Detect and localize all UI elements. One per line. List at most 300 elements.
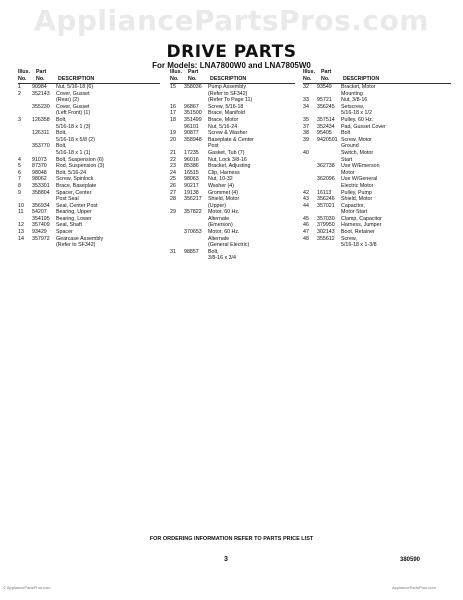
- part-description: Motor, 60 Hz.: [208, 229, 240, 236]
- part-number: 95405: [317, 130, 332, 137]
- illustration-number: 48: [303, 235, 309, 242]
- part-row: [18, 183, 160, 190]
- illustration-number: [18, 137, 32, 144]
- part-row: [303, 196, 451, 203]
- part-number: 351500: [184, 110, 202, 117]
- part-row: [303, 236, 451, 243]
- part-number: 353770: [32, 143, 50, 150]
- part-row: [18, 176, 160, 183]
- part-description: Screw, 5/16-18: [208, 103, 244, 110]
- part-number: 358948: [184, 136, 202, 143]
- part-row: [303, 222, 451, 229]
- part-number: [317, 157, 341, 164]
- description-header: DESCRIPTION: [210, 76, 247, 82]
- part-row: [303, 91, 451, 98]
- part-row: [170, 91, 295, 98]
- ill-no-header-line1: Illus.: [303, 69, 316, 75]
- illustration-number: 23: [170, 163, 176, 170]
- part-row: [303, 124, 451, 131]
- part-no-header-line1: Part: [321, 69, 332, 75]
- part-number: [184, 97, 208, 104]
- part-description: Gasket, Tub (7): [208, 149, 245, 156]
- illustration-number: [18, 110, 32, 117]
- illustration-number: 27: [170, 189, 176, 196]
- illustration-number: 21: [170, 149, 176, 156]
- part-number: 96016: [184, 156, 199, 163]
- part-number: 91073: [32, 156, 47, 163]
- illustration-number: [303, 91, 317, 98]
- part-description: Nut, 10-32: [208, 176, 233, 183]
- illustration-number: 24: [170, 169, 176, 176]
- part-description: 5/16-18 x 1-3/8: [341, 242, 377, 249]
- part-number: 302143: [317, 229, 335, 236]
- illustration-number: [170, 229, 184, 236]
- part-no-header-line2: No.: [36, 76, 45, 82]
- part-row: [18, 97, 160, 104]
- illustration-number: 19: [170, 130, 176, 137]
- illustration-number: 5: [18, 163, 21, 170]
- illustration-number: 14: [18, 235, 24, 242]
- illustration-number: 10: [18, 202, 24, 209]
- part-number: [184, 91, 208, 98]
- illustration-number: [18, 143, 32, 150]
- page-subtitle: For Models: LNA7800W0 and LNA7805W0: [152, 61, 311, 70]
- ill-no-header-line2: No.: [303, 76, 312, 82]
- part-description: (Emerson): [208, 222, 233, 229]
- part-row: [170, 203, 295, 210]
- part-number: 356246: [317, 196, 335, 203]
- part-description: (Refer to SF342): [208, 90, 248, 97]
- ill-no-header-line2: No.: [18, 76, 27, 82]
- part-row: [18, 203, 160, 210]
- part-description: (General Electric): [208, 242, 250, 249]
- part-number: [184, 203, 208, 210]
- illustration-number: 25: [170, 176, 176, 183]
- part-description: (Refer to SF342): [56, 242, 96, 249]
- illustration-number: [18, 150, 32, 157]
- illustration-number: 22: [170, 156, 176, 163]
- part-row: [303, 157, 451, 164]
- part-description: Bolt, Suspension (6): [56, 156, 104, 163]
- watermark: AppliancePartsPros.com: [34, 4, 429, 37]
- part-description: Pad, Gusset Cover: [341, 123, 386, 130]
- part-row: [303, 117, 451, 124]
- illustration-number: 15: [170, 84, 176, 90]
- illustration-number: [170, 216, 184, 223]
- part-row: [170, 157, 295, 164]
- part-number: 352434: [317, 123, 335, 130]
- illustration-number: [170, 255, 184, 262]
- part-description: Nut, 3/8-16: [341, 97, 368, 104]
- parts-list: [303, 84, 451, 249]
- part-description: Boot, Retainer: [341, 229, 375, 236]
- part-row: [170, 104, 295, 111]
- part-number: 16113: [317, 189, 332, 196]
- part-number: [32, 196, 56, 203]
- part-description: Bracket, Motor: [341, 84, 376, 90]
- part-description: Pulley, Pump: [341, 189, 372, 196]
- parts-column-3: [303, 69, 451, 249]
- part-number: 355230: [32, 103, 50, 110]
- page-number: 3: [224, 556, 228, 563]
- part-number: 353301: [32, 182, 50, 189]
- illustration-number: 46: [303, 222, 309, 229]
- part-number: [317, 150, 341, 157]
- part-number: 96867: [184, 103, 199, 110]
- part-number: 98062: [32, 176, 47, 183]
- illustration-number: 35: [303, 116, 309, 123]
- part-row: [303, 183, 451, 190]
- illustration-number: 11: [18, 209, 24, 216]
- part-description: Capacitor,: [341, 202, 365, 209]
- illustration-number: 9: [18, 189, 21, 196]
- part-description: Rod, Suspension (3): [56, 163, 105, 170]
- part-row: [170, 84, 295, 91]
- illustration-number: 18: [170, 116, 176, 123]
- part-description: Switch, Motor: [341, 149, 374, 156]
- part-number: [317, 183, 341, 190]
- part-row: [18, 236, 160, 243]
- illustration-number: 7: [18, 176, 21, 183]
- part-row: [18, 157, 160, 164]
- illustration-number: 31: [170, 248, 176, 255]
- illustration-number: 47: [303, 229, 309, 236]
- illustration-number: 42: [303, 189, 309, 196]
- illustration-number: [170, 143, 184, 150]
- part-row: [18, 170, 160, 177]
- part-number: [317, 91, 341, 98]
- part-row: [18, 91, 160, 98]
- part-row: [170, 249, 295, 256]
- part-description: Bolt,: [56, 143, 67, 150]
- part-number: 356934: [32, 202, 50, 209]
- part-number: 354195: [32, 215, 50, 222]
- part-number: [32, 150, 56, 157]
- part-description: Shield, Motor: [208, 196, 240, 203]
- part-row: [303, 170, 451, 177]
- part-row: [303, 190, 451, 197]
- part-row: [303, 209, 451, 216]
- parts-column-2: [170, 69, 295, 262]
- part-row: [303, 176, 451, 183]
- illustration-number: 38: [303, 130, 309, 137]
- part-description: Brace, Manifold: [208, 110, 245, 117]
- part-description: Spacer: [56, 229, 73, 236]
- part-number: 356245: [317, 103, 335, 110]
- part-row: [170, 150, 295, 157]
- illustration-number: [18, 242, 32, 249]
- part-number: [32, 137, 56, 144]
- illustration-number: 3: [18, 116, 21, 123]
- illustration-number: [303, 176, 317, 183]
- part-number: 358036: [184, 84, 202, 90]
- part-row: [303, 229, 451, 236]
- illustration-number: 26: [170, 182, 176, 189]
- part-description: Motor Start: [341, 209, 368, 216]
- part-description: Setscrew,: [341, 103, 364, 110]
- illustration-number: 6: [18, 169, 21, 176]
- part-description: Ground: [341, 143, 359, 150]
- part-number: [32, 124, 56, 131]
- part-number: [317, 143, 341, 150]
- part-number: 362096: [317, 176, 335, 183]
- part-number: [317, 110, 341, 117]
- part-number: 19138: [184, 189, 199, 196]
- illustration-number: 13: [18, 229, 24, 236]
- part-row: [303, 130, 451, 137]
- part-number: 17235: [184, 149, 199, 156]
- part-row: [170, 124, 295, 131]
- part-description: Bearing, Upper: [56, 209, 92, 216]
- part-description: Bolt, 5/16-24: [56, 169, 87, 176]
- part-number: 9420501: [317, 136, 338, 143]
- illustration-number: 39: [303, 136, 309, 143]
- part-description: Nut, 5/16-18 (6): [56, 84, 94, 90]
- part-number: 357514: [317, 116, 335, 123]
- part-description: Bearing, Lower: [56, 215, 92, 222]
- part-description: Spacer, Center: [56, 189, 92, 196]
- part-description: (Left Front) (1): [56, 110, 91, 117]
- part-row: [303, 216, 451, 223]
- part-row: [18, 209, 160, 216]
- part-row: [18, 190, 160, 197]
- illustration-number: 1: [18, 84, 21, 90]
- page-title: DRIVE PARTS: [166, 42, 297, 62]
- illustration-number: 29: [170, 209, 176, 216]
- part-description: Screw,: [341, 235, 357, 242]
- illustration-number: [18, 124, 32, 131]
- part-number: 356217: [184, 196, 202, 203]
- part-description: Use W/Emerson: [341, 163, 380, 170]
- illustration-number: [170, 97, 184, 104]
- part-row: [170, 117, 295, 124]
- part-row: [18, 84, 160, 91]
- part-number: 98857: [184, 248, 199, 255]
- illustration-number: [18, 216, 32, 223]
- part-number: 126358: [32, 116, 50, 123]
- illustration-number: 34: [303, 103, 309, 110]
- part-row: [303, 104, 451, 111]
- part-description: Mounting: [341, 90, 363, 97]
- part-description: Pump Assembly: [208, 84, 246, 90]
- illustration-number: [18, 104, 32, 111]
- illustration-number: [170, 222, 184, 229]
- illustration-number: 17: [170, 110, 176, 117]
- part-number: 16515: [184, 169, 199, 176]
- illustration-number: [303, 242, 317, 249]
- part-number: [32, 242, 56, 249]
- part-row: [170, 137, 295, 144]
- part-description: Use W/General: [341, 176, 378, 183]
- part-description: Seal, Center Post: [56, 202, 98, 209]
- part-number: 90217: [184, 182, 199, 189]
- illustration-number: [303, 209, 317, 216]
- part-row: [170, 130, 295, 137]
- part-no-header-line2: No.: [321, 76, 330, 82]
- ill-no-header-line1: Illus.: [170, 69, 183, 75]
- illustration-number: 45: [303, 215, 309, 222]
- part-row: [170, 110, 295, 117]
- part-description: Electric Motor: [341, 182, 374, 189]
- part-number: 358804: [32, 189, 50, 196]
- part-description: Grommet (4): [208, 189, 239, 196]
- part-number: 95721: [317, 97, 332, 104]
- part-row: [18, 117, 160, 124]
- part-row: [18, 150, 160, 157]
- illustration-number: [170, 242, 184, 249]
- part-number: 357972: [32, 235, 50, 242]
- part-row: [303, 150, 451, 157]
- part-row: [170, 97, 295, 104]
- part-description: Screw, Motor: [341, 136, 372, 143]
- part-description: Washer (4): [208, 182, 234, 189]
- part-number: 355612: [317, 235, 335, 242]
- part-number: 98063: [184, 176, 199, 183]
- part-number: [317, 170, 341, 177]
- part-number: 352143: [32, 90, 50, 97]
- part-row: [170, 209, 295, 216]
- part-description: Bolt,: [56, 116, 67, 123]
- part-number: [184, 143, 208, 150]
- part-row: [170, 183, 295, 190]
- part-description: Motor, 60 Hz.: [208, 209, 240, 216]
- part-row: [170, 196, 295, 203]
- part-row: [170, 176, 295, 183]
- part-row: [18, 222, 160, 229]
- part-number: 90877: [184, 130, 199, 137]
- part-number: [32, 97, 56, 104]
- part-row: [170, 236, 295, 243]
- part-row: [303, 163, 451, 170]
- illustration-number: [18, 97, 32, 104]
- part-number: 362738: [317, 163, 335, 170]
- document-number: 380590: [400, 557, 421, 563]
- part-description: Bolt,: [56, 130, 67, 137]
- part-description: 5/16-18 x 1 (1): [56, 149, 91, 156]
- illustration-number: [170, 91, 184, 98]
- illustration-number: 40: [303, 149, 309, 156]
- part-row: [170, 170, 295, 177]
- part-number: 96101: [184, 123, 199, 130]
- part-row: [18, 130, 160, 137]
- illustration-number: 16: [170, 103, 176, 110]
- part-number: 93429: [32, 229, 47, 236]
- part-row: [170, 216, 295, 223]
- illustration-number: [170, 124, 184, 131]
- part-description: 5/16-18 x 5/8 (2): [56, 136, 95, 143]
- part-row: [18, 143, 160, 150]
- part-row: [303, 110, 451, 117]
- part-description: Shield, Motor: [341, 196, 373, 203]
- part-description: Cover, Gusset: [56, 103, 90, 110]
- part-row: [170, 255, 295, 262]
- column-header: [170, 69, 295, 84]
- description-header: DESCRIPTION: [343, 76, 380, 82]
- part-row: [170, 163, 295, 170]
- part-number: 126311: [32, 130, 50, 137]
- part-row: [18, 124, 160, 131]
- part-row: [170, 143, 295, 150]
- part-no-header-line1: Part: [36, 69, 47, 75]
- illustration-number: 8: [18, 182, 21, 189]
- part-number: 351499: [184, 116, 202, 123]
- part-number: 357021: [317, 202, 335, 209]
- part-description: Bracket, Adjusting: [208, 163, 251, 170]
- footer-credit-right: AppliancePartsPros.com: [392, 585, 436, 590]
- illustration-number: 43: [303, 196, 309, 203]
- part-row: [303, 143, 451, 150]
- part-description: Post: [208, 143, 219, 150]
- part-description: Start: [341, 156, 353, 163]
- illustration-number: [18, 130, 32, 137]
- illustration-number: 33: [303, 97, 309, 104]
- illustration-number: [303, 183, 317, 190]
- part-description: Bolt,: [208, 248, 219, 255]
- part-row: [18, 163, 160, 170]
- part-description: Gearcase Assembly: [56, 235, 104, 242]
- part-row: [303, 84, 451, 91]
- part-number: 54207: [32, 209, 47, 216]
- part-number: 93549: [317, 84, 332, 90]
- illustration-number: 28: [170, 196, 176, 203]
- part-description: Baseplate & Center: [208, 136, 254, 143]
- part-number: [184, 242, 208, 249]
- part-row: [18, 196, 160, 203]
- part-description: Motor: [341, 169, 355, 176]
- column-header: [303, 69, 451, 84]
- part-no-header-line1: Part: [188, 69, 199, 75]
- part-number: 357030: [317, 215, 335, 222]
- part-row: [18, 216, 160, 223]
- part-number: 370653: [184, 229, 202, 236]
- part-number: 87370: [32, 163, 47, 170]
- parts-list: [170, 84, 295, 262]
- illustration-number: 20: [170, 136, 176, 143]
- part-number: [32, 110, 56, 117]
- part-row: [18, 229, 160, 236]
- footer-credit-left: © AppliancePartsPros.com: [3, 585, 51, 590]
- part-number: [184, 236, 208, 243]
- part-number: 357822: [184, 209, 202, 216]
- part-description: Post Seal: [56, 196, 79, 203]
- column-header: [18, 69, 160, 84]
- illustration-number: [303, 143, 317, 150]
- illustration-number: 44: [303, 202, 309, 209]
- illustration-number: [303, 110, 317, 117]
- illustration-number: 32: [303, 84, 309, 90]
- illustration-number: 12: [18, 222, 24, 229]
- part-row: [18, 242, 160, 249]
- illustration-number: [303, 163, 317, 170]
- illustration-number: 37: [303, 123, 309, 130]
- part-description: Screw, Spinlock: [56, 176, 94, 183]
- part-description: Seal, Shaft: [56, 222, 82, 229]
- part-row: [303, 203, 451, 210]
- illustration-number: [18, 196, 32, 203]
- parts-column-1: [18, 69, 160, 249]
- part-description: Nut, 5/16-24: [208, 123, 238, 130]
- part-description: 3/8-16 x 3/4: [208, 255, 236, 262]
- part-description: 5/16-18 x 1/2: [341, 110, 372, 117]
- illustration-number: 2: [18, 90, 21, 97]
- part-description: Clip, Harness: [208, 169, 240, 176]
- part-row: [18, 104, 160, 111]
- part-row: [18, 110, 160, 117]
- part-number: [184, 216, 208, 223]
- part-number: [317, 209, 341, 216]
- part-description: Clamp, Capacitor: [341, 215, 382, 222]
- part-description: Nut, Lock 3/8-16: [208, 156, 247, 163]
